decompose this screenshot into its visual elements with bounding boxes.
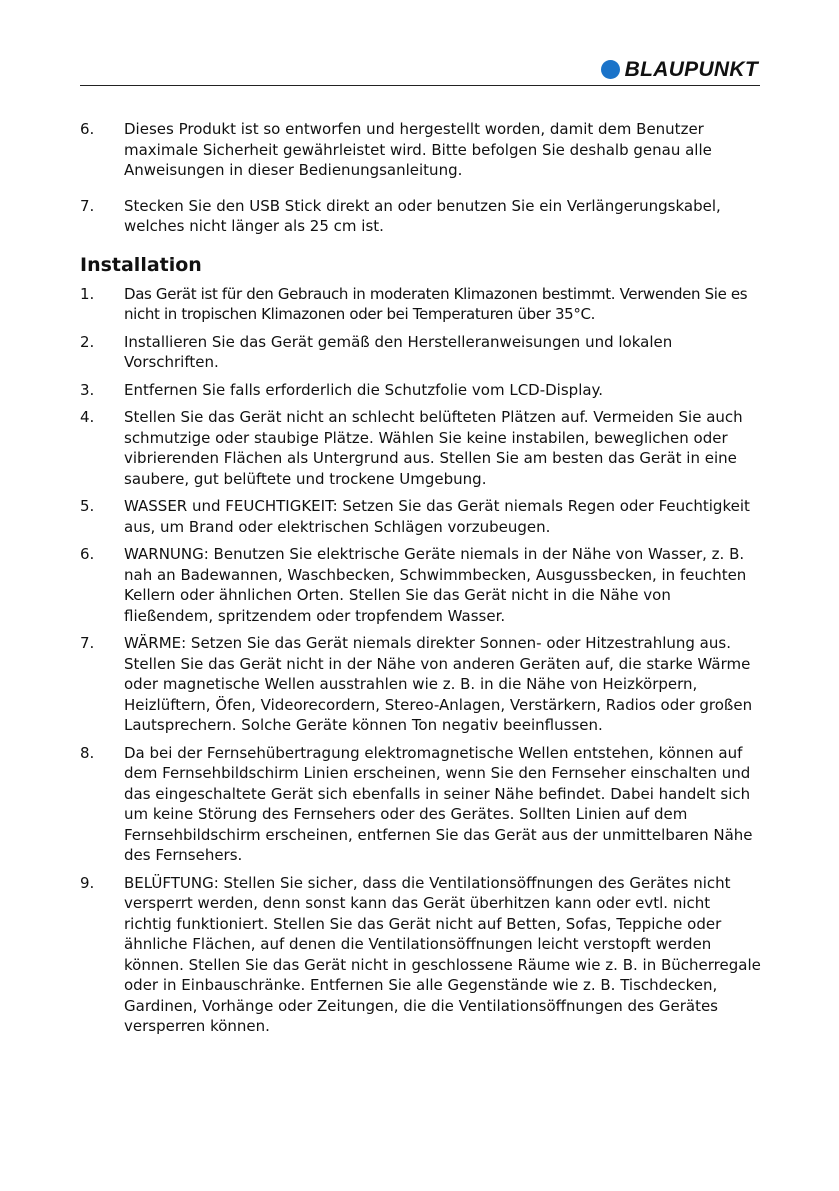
list-item — [80, 544, 762, 626]
item-number: 7. — [80, 634, 95, 652]
item-text: WÄRME: Setzen Sie das Gerät niemals direkter Sonnen- oder Hitzestrahlung aus. Stellen Sie das Gerät nicht in der Nähe von anderen Geräten auf, die starke Wärme oder magnetische Wellen ausstrahlen wie z. B. in die Nähe von Heizkörpern, Heizlüftern, Öfen, Videorecordern, Stereo-Anlagen, Verstärkern, Radios oder großen Lautsprechern. Solche Geräte können Ton negativ beeinflussen. — [124, 634, 753, 734]
brand-dot-icon — [601, 60, 620, 79]
brand-logo — [601, 59, 758, 80]
section-title: Installation — [80, 253, 202, 276]
item-number: 7. — [80, 196, 95, 215]
item-number: 1. — [80, 284, 95, 303]
item-number: 4. — [80, 408, 95, 426]
item-text: BELÜFTUNG: Stellen Sie sicher, dass die Ventilationsöffnungen des Gerätes nicht versperrt werden, denn sonst kann das Gerät überhitzen kann oder evtl. nicht richtig funktioniert. Stellen Sie das Gerät nicht auf Betten, Sofas, Teppiche oder ähnliche Flächen, auf denen die Ventilationsöffnungen leicht verstopft werden können. Stellen Sie das Gerät nicht in geschlossene Räume wie z. B. in Bücherregale oder in Einbauschränke. Entfernen Sie alle Gegenstände wie z. B. Tischdecken, Gardinen, Vorhänge oder Zeitungen, die die Ventilationsöffnungen des Gerätes versperren können. — [124, 873, 761, 1035]
item-text: Das Gerät ist für den Gebrauch in moderaten Klimazonen bestimmt. Verwenden Sie es nicht in tropischen Klimazonen oder bei Temperaturen über 35°C. — [124, 284, 748, 323]
list-item — [80, 743, 762, 866]
item-text: WARNUNG: Benutzen Sie elektrische Geräte niemals in der Nähe von Wasser, z. B. nah an Badewannen, Waschbecken, Schwimmbecken, Ausgussbecken, in feuchten Kellern oder ähnlichen Orten. Stellen Sie das Gerät nicht in die Nähe von fließendem, spritzendem oder tropfendem Wasser. — [124, 545, 747, 625]
list-item — [80, 332, 762, 373]
item-number: 5. — [80, 497, 95, 515]
list-item — [80, 873, 762, 1037]
item-text: Stecken Sie den USB Stick direkt an oder benutzen Sie ein Verlängerungskabel, welches nicht länger als 25 cm ist. — [124, 196, 721, 235]
list-item — [80, 633, 762, 736]
list-item — [80, 119, 762, 181]
brand-name: BLAUPUNKT — [624, 58, 758, 81]
list-item — [80, 196, 762, 237]
list-item — [80, 496, 762, 537]
item-text: Dieses Produkt ist so entworfen und hergestellt worden, damit dem Benutzer maximale Sicherheit gewährleistet wird. Bitte befolgen Sie deshalb genau alle Anweisungen in dieser Bedienungsanleitung. — [124, 120, 712, 179]
document-body — [80, 119, 762, 1037]
list-item — [80, 380, 762, 401]
item-text: Da bei der Fernsehübertragung elektromagnetische Wellen entstehen, können auf dem Fernsehbildschirm Linien erscheinen, wenn Sie den Fernseher einschalten und das eingeschaltete Gerät sich ebenfalls in seiner Nähe befindet. Dabei handelt sich um keine Störung des Fernsehers oder des Gerätes. Sollten Linien auf dem Fernsehbildschirm erscheinen, entfernen Sie das Gerät aus der unmittelbaren Nähe des Fernsehers. — [124, 743, 753, 864]
item-text: Stellen Sie das Gerät nicht an schlecht belüfteten Plätzen auf. Vermeiden Sie auch schmutzige oder staubige Plätze. Wählen Sie keine instabilen, beweglichen oder vibrierenden Flächen als Untergrund aus. Stellen Sie am besten das Gerät in eine saubere, gut belüftete und trockene Umgebung. — [124, 408, 743, 488]
list-item — [80, 284, 762, 325]
item-number: 9. — [80, 873, 95, 892]
page-header — [80, 55, 760, 86]
item-text: WASSER und FEUCHTIGKEIT: Setzen Sie das Gerät niemals Regen oder Feuchtigkeit aus, um Brand oder elektrischen Schlägen vorzubeugen. — [124, 497, 750, 536]
item-number: 3. — [80, 380, 95, 399]
item-number: 2. — [80, 332, 95, 351]
item-number: 6. — [80, 120, 95, 138]
item-number: 8. — [80, 743, 95, 762]
item-text: Entfernen Sie falls erforderlich die Schutzfolie vom LCD-Display. — [124, 380, 604, 399]
item-number: 6. — [80, 545, 95, 563]
item-text: Installieren Sie das Gerät gemäß den Herstelleranweisungen und lokalen Vorschriften. — [124, 332, 673, 371]
list-item — [80, 407, 762, 489]
